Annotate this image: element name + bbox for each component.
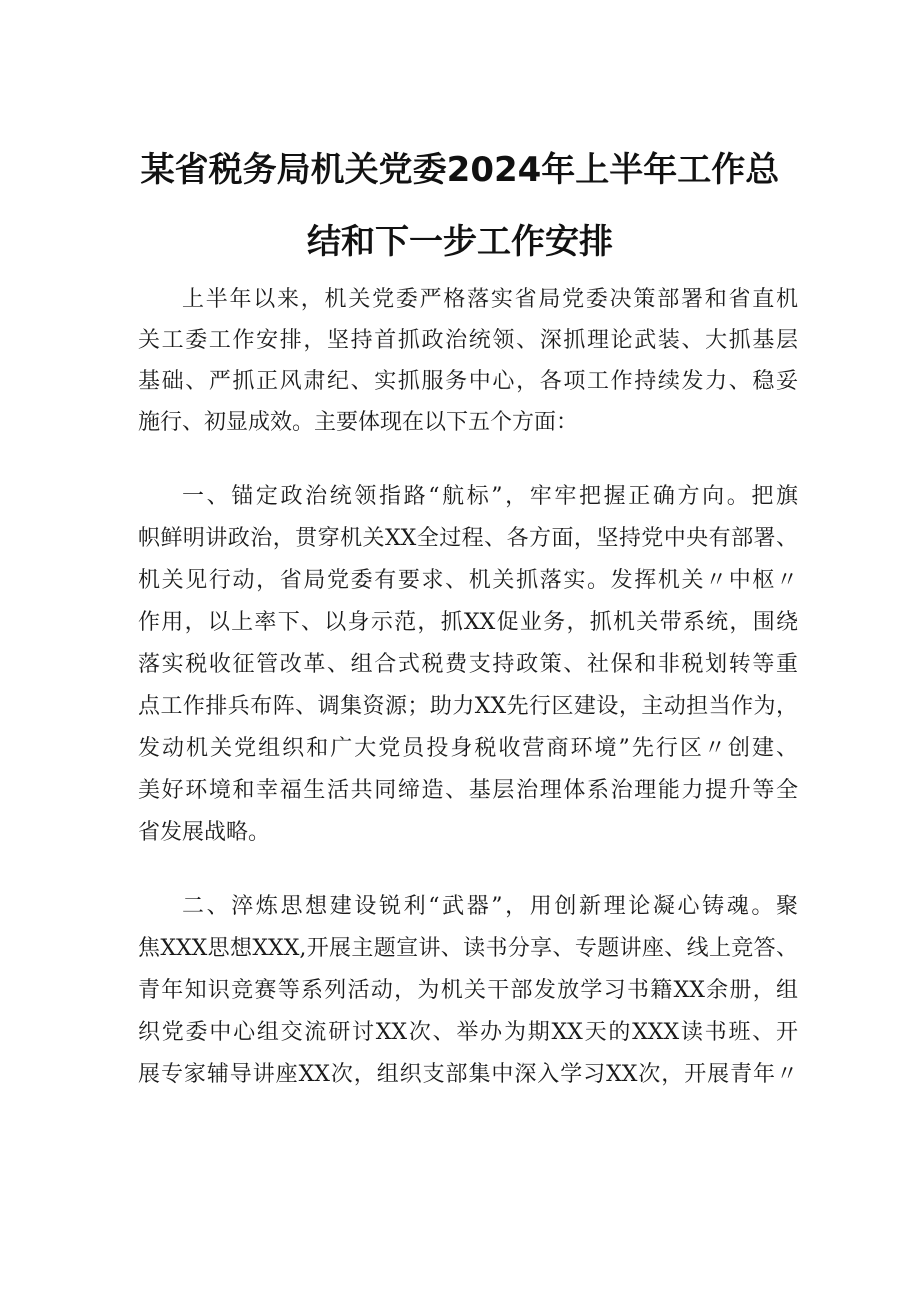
paragraph-3-line-5: 展专家辅导讲座XX次，组织支部集中深入学习XX次，开展青年〃 [138,1062,798,1087]
paragraph-1-line-2: 关工委工作安排，坚持首抓政治统领、深抓理论武装、大抓基层 [138,328,798,353]
paragraph-2-line-3: 机关见行动，省局党委有要求、机关抓落实。发挥机关〃中枢〃 [138,568,798,593]
paragraph-3-line-3: 青年知识竞赛等系列活动，为机关干部发放学习书籍XX余册，组 [138,978,798,1003]
paragraph-1-line-4: 施行、初显成效。主要体现在以下五个方面： [138,410,579,435]
paragraph-2-line-7: 发动机关党组织和广大党员投身税收营商环境”先行区〃创建、 [138,736,798,761]
paragraph-2-line-9: 省发展战略。 [138,820,271,845]
paragraph-2-line-2: 帜鲜明讲政治，贯穿机关XX全过程、各方面，坚持党中央有部署、 [138,526,798,551]
paragraph-2-line-5: 落实税收征管改革、组合式税费支持政策、社保和非税划转等重 [138,652,798,677]
paragraph-1-line-3: 基础、严抓正风肃纪、实抓服务中心，各项工作持续发力、稳妥 [138,369,798,394]
paragraph-3-line-1: 二、淬炼思想建设锐利“武器”，用创新理论凝心铸魂。聚 [182,894,798,919]
document-title-line-1: 某省税务局机关党委2024年上半年工作总 [140,150,780,190]
paragraph-2-line-6: 点工作排兵布阵、调集资源；助力XX先行区建设，主动担当作为， [138,694,798,719]
paragraph-3-line-2: 焦XXX思想XXX,开展主题宣讲、读书分享、专题讲座、线上竞答、 [138,936,798,961]
paragraph-1-line-1: 上半年以来，机关党委严格落实省局党委决策部署和省直机 [182,287,798,312]
paragraph-2-line-1: 一、锚定政治统领指路“航标”，牢牢把握正确方向。把旗 [182,484,798,509]
paragraph-2-line-8: 美好环境和幸福生活共同缔造、基层治理体系治理能力提升等全 [138,778,798,803]
document-title-line-2: 结和下一步工作安排 [307,222,613,262]
paragraph-2-line-4: 作用，以上率下、以身示范，抓XX促业务，抓机关带系统，围绕 [138,610,798,635]
paragraph-3-line-4: 织党委中心组交流研讨XX次、举办为期XX天的XXX读书班、开 [138,1020,798,1045]
